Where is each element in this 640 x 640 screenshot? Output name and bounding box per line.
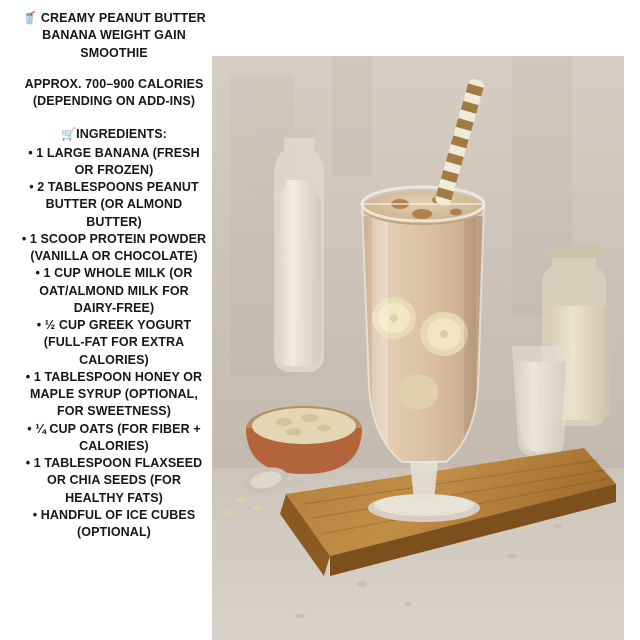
list-item: • 1 TABLESPOON HONEY OR MAPLE SYRUP (OPTIONAL, FOR SWEETNESS) bbox=[25, 369, 203, 419]
list-item: • ½ CUP GREEK YOGURT (FULL-FAT FOR EXTRA CALORIES) bbox=[36, 318, 192, 367]
list-item: • ¼ CUP OATS (FOR FIBER + CALORIES) bbox=[27, 421, 201, 453]
list-item: • HANDFUL OF ICE CUBES (OPTIONAL) bbox=[32, 507, 196, 539]
recipe-title-text: CREAMY PEANUT BUTTER BANANA WEIGHT GAIN SMOOTHIE bbox=[40, 11, 206, 60]
recipe-text-column bbox=[18, 10, 210, 541]
recipe-title bbox=[18, 10, 210, 62]
ingredients-list bbox=[18, 145, 210, 542]
smoothie-cup-icon: 🥤 bbox=[22, 11, 38, 25]
list-item: • 1 LARGE BANANA (FRESH OR FROZEN) bbox=[28, 145, 200, 177]
list-item: • 2 TABLESPOONS PEANUT BUTTER (OR ALMOND BUTTER) bbox=[29, 180, 199, 229]
calorie-estimate: APPROX. 700–900 CALORIES (DEPENDING ON ADD-INS) bbox=[24, 76, 204, 108]
list-item: • 1 SCOOP PROTEIN POWDER (VANILLA OR CHOCOLATE) bbox=[21, 231, 207, 263]
smoothie-photo bbox=[212, 56, 624, 640]
ingredients-heading bbox=[18, 126, 210, 143]
list-item: • 1 TABLESPOON FLAXSEED OR CHIA SEEDS (FOR HEALTHY FATS) bbox=[25, 456, 203, 505]
list-item: • 1 CUP WHOLE MILK (OR OAT/ALMOND MILK FOR DAIRY-FREE) bbox=[35, 266, 193, 315]
shopping-cart-icon: 🛒 bbox=[61, 127, 77, 142]
ingredients-heading-text: INGREDIENTS: bbox=[76, 127, 167, 142]
